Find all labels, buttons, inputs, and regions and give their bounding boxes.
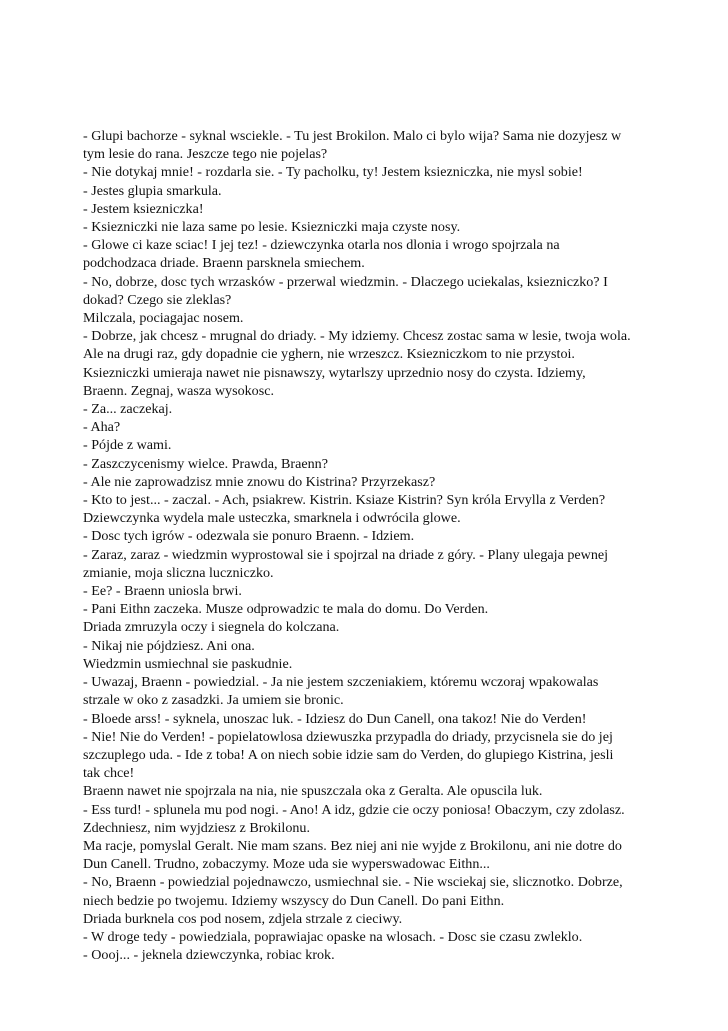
text-line: - Kto to jest... - zaczal. - Ach, psiakrew. Kistrin. Ksiaze Kistrin? Syn króla Ervylla z Verden? bbox=[83, 492, 606, 509]
text-line: - Jestes glupia smarkula. bbox=[83, 182, 222, 199]
text-line: - Glowe ci kaze sciac! I jej tez! - dziewczynka otarla nos dlonia i wrogo spojrzala na bbox=[83, 237, 560, 254]
text-line: - Aha? bbox=[83, 419, 121, 436]
text-line: - Nie! Nie do Verden! - popielatowlosa dziewuszka przypadla do driady, przycisnela sie do jej bbox=[83, 728, 613, 745]
text-line: Ale na drugi raz, gdy dopadnie cie yghern, nie wrzeszcz. Ksiezniczkom to nie przystoi. bbox=[83, 346, 575, 363]
document-text bbox=[83, 127, 658, 964]
text-line: Zdechniesz, nim wyjdziesz z Brokilonu. bbox=[83, 819, 311, 836]
text-line: Wiedzmin usmiechnal sie paskudnie. bbox=[83, 655, 293, 672]
text-line: niech bedzie po twojemu. Idziemy wszyscy do Dun Canell. Do pani Eithn. bbox=[83, 892, 505, 909]
text-line: - Oooj... - jeknela dziewczynka, robiac krok. bbox=[83, 947, 335, 964]
text-line: Dun Canell. Trudno, zobaczymy. Moze uda sie wyperswadowac Eithn... bbox=[83, 856, 490, 873]
text-line: tym lesie do rana. Jeszcze tego nie pojelas? bbox=[83, 146, 328, 163]
text-line: - No, dobrze, dosc tych wrzasków - przerwal wiedzmin. - Dlaczego uciekalas, ksiezniczko? I bbox=[83, 273, 608, 290]
text-line: Braenn nawet nie spojrzala na nia, nie spuszczala oka z Geralta. Ale opuscila luk. bbox=[83, 783, 543, 800]
text-line: - Dosc tych igrów - odezwala sie ponuro Braenn. - Idziem. bbox=[83, 528, 415, 545]
text-line: Dziewczynka wydela male usteczka, smarknela i odwrócila glowe. bbox=[83, 510, 461, 527]
text-line: - No, Braenn - powiedzial pojednawczo, usmiechnal sie. - Nie wsciekaj sie, slicznotko. Dobrze, bbox=[83, 874, 623, 891]
text-line: Ksiezniczki umieraja nawet nie pisnawszy, wytarlszy uprzednio nosy do czysta. Idziemy, bbox=[83, 364, 586, 381]
text-line: - Ale nie zaprowadzisz mnie znowu do Kistrina? Przyrzekasz? bbox=[83, 473, 436, 490]
text-line: - Zaszczycenismy wielce. Prawda, Braenn? bbox=[83, 455, 328, 472]
text-line: - Glupi bachorze - syknal wsciekle. - Tu jest Brokilon. Malo ci bylo wija? Sama nie dozyjesz w bbox=[83, 128, 622, 144]
text-line: zmianie, moja sliczna luczniczko. bbox=[83, 564, 274, 581]
text-line: - Zaraz, zaraz - wiedzmin wyprostowal sie i spojrzal na driade z góry. - Plany ulegaja pewnej bbox=[83, 546, 609, 563]
text-line: - Uwazaj, Braenn - powiedzial. - Ja nie jestem szczeniakiem, któremu wczoraj wpakowalas bbox=[83, 674, 599, 691]
text-line: - Nie dotykaj mnie! - rozdarla sie. - Ty pacholku, ty! Jestem ksiezniczka, nie mysl sobie! bbox=[83, 164, 583, 181]
text-line: - Pójde z wami. bbox=[83, 437, 172, 454]
text-line: podchodzaca driade. Braenn parsknela smiechem. bbox=[83, 255, 365, 272]
text-line: - Bloede arss! - syknela, unoszac luk. - Idziesz do Dun Canell, ona takoz! Nie do Verden! bbox=[83, 710, 587, 727]
text-line: Ma racje, pomyslal Geralt. Nie mam szans. Bez niej ani nie wyjde z Brokilonu, ani nie dotre do bbox=[83, 837, 622, 854]
text-line: szczuplego uda. - Ide z toba! A on niech sobie idzie sam do Verden, do glupiego Kistrina, jesli bbox=[83, 746, 614, 763]
text-line: - Pani Eithn zaczeka. Musze odprowadzic te mala do domu. Do Verden. bbox=[83, 601, 489, 618]
text-line: Milczala, pociagajac nosem. bbox=[83, 310, 244, 327]
text-line: Braenn. Zegnaj, wasza wysokosc. bbox=[83, 382, 274, 399]
text-line: - W droge tedy - powiedziala, poprawiajac opaske na wlosach. - Dosc sie czasu zwleklo. bbox=[83, 928, 583, 945]
text-line: - Nikaj nie pójdziesz. Ani ona. bbox=[83, 637, 255, 654]
text-line: Driada zmruzyla oczy i siegnela do kolczana. bbox=[83, 619, 340, 636]
text-line: - Jestem ksiezniczka! bbox=[83, 200, 204, 217]
text-line: - Ee? - Braenn uniosla brwi. bbox=[83, 583, 242, 600]
text-line: - Ksiezniczki nie laza same po lesie. Ksiezniczki maja czyste nosy. bbox=[83, 219, 461, 236]
text-line: - Dobrze, jak chcesz - mrugnal do driady. - My idziemy. Chcesz zostac sama w lesie, twoja wola. bbox=[83, 328, 631, 345]
text-line: - Ess turd! - splunela mu pod nogi. - Ano! A idz, gdzie cie oczy poniosa! Obaczym, czy zdolasz. bbox=[83, 801, 625, 818]
text-line: Driada burknela cos pod nosem, zdjela strzale z cieciwy. bbox=[83, 910, 403, 927]
text-line: dokad? Czego sie zleklas? bbox=[83, 291, 232, 308]
text-line: - Za... zaczekaj. bbox=[83, 401, 173, 418]
text-line: strzale w oko z zasadzki. Ja umiem sie bronic. bbox=[83, 692, 344, 709]
text-line: tak chce! bbox=[83, 765, 135, 782]
